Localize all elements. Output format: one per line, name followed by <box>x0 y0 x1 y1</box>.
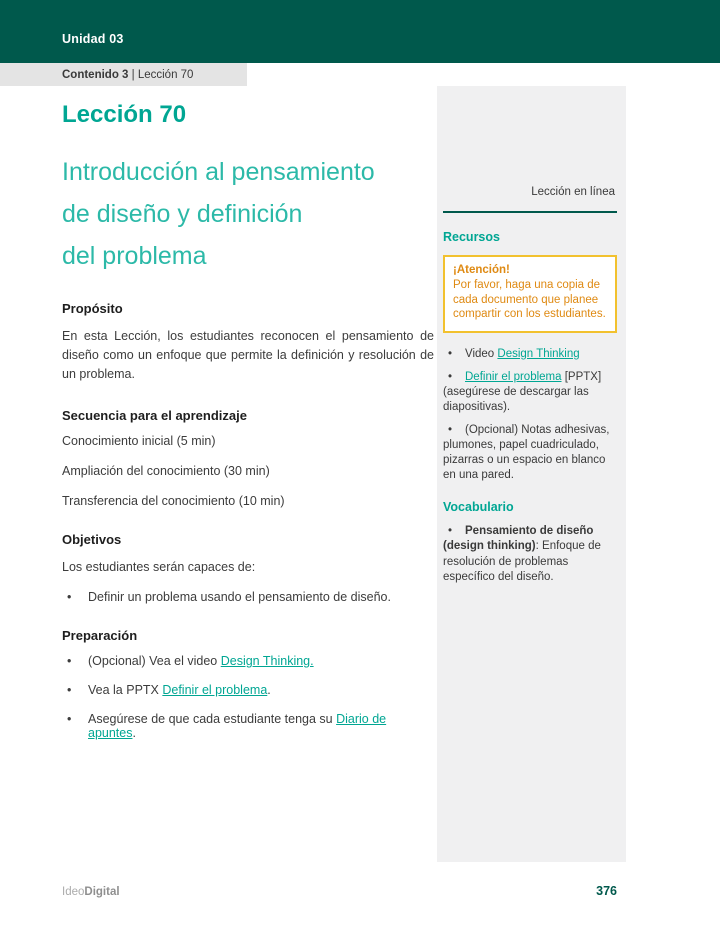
definir-el-problema-pptx-link[interactable]: Definir el problema <box>465 370 562 383</box>
attention-box <box>443 255 617 333</box>
preparacion-bullet <box>62 654 434 668</box>
lesson-title-line1: Introducción al pensamiento <box>62 158 375 186</box>
breadcrumb <box>0 63 247 86</box>
bullet-icon <box>443 370 465 385</box>
proposito-body: En esta Lección, los estudiantes reconocen el pensamiento de diseño como un enfoque que permite la definición y resolución de un problema. <box>62 329 434 381</box>
secuencia-heading: Secuencia para el aprendizaje <box>62 408 247 423</box>
sidebar <box>437 86 626 862</box>
objetivos-heading: Objetivos <box>62 532 122 547</box>
secuencia-item: Transferencia del conocimiento (10 min) <box>62 494 285 508</box>
attention-title: ¡Atención! <box>453 264 510 276</box>
diario-de-apuntes-link[interactable]: Diario de apuntes <box>88 712 387 740</box>
proposito-heading: Propósito <box>62 301 123 316</box>
resource-item <box>443 423 617 483</box>
objetivos-bullet: • Definir un problema usando el pensamiento de diseño. <box>62 590 434 604</box>
sidebar-divider <box>443 211 617 213</box>
brand-logo-regular: Ideo <box>62 886 85 898</box>
definir-el-problema-link[interactable]: Definir el problema <box>162 683 268 697</box>
brand-logo <box>62 886 120 898</box>
attention-body: Por favor, haga una copia de cada documento que planee compartir con los estudiantes. <box>453 279 606 320</box>
secuencia-item: Ampliación del conocimiento (30 min) <box>62 464 270 478</box>
vocabulario-heading: Vocabulario <box>443 499 514 514</box>
main-content <box>62 101 434 755</box>
resource-item <box>443 370 617 415</box>
preparacion-bullet <box>62 712 434 740</box>
preparacion-text: . <box>132 726 136 740</box>
breadcrumb-lesson: | Lección 70 <box>128 68 194 81</box>
preparacion-text: Asegúrese de que cada estudiante tenga su <box>88 712 337 726</box>
resource-text: (Opcional) Notas adhesivas, plumones, papel cuadriculado, pizarras o un espacio en blanco en una pared. <box>443 423 610 481</box>
design-thinking-video-link[interactable]: Design Thinking. <box>220 654 314 668</box>
lesson-mode-label: Lección en línea <box>531 186 615 198</box>
objetivos-intro: Los estudiantes serán capaces de: <box>62 560 256 574</box>
unit-label: Unidad 03 <box>62 32 124 46</box>
preparacion-text: . <box>267 683 271 697</box>
resource-text: Video <box>465 347 498 360</box>
lesson-title-line3: del problema <box>62 242 207 270</box>
lesson-title <box>62 151 434 277</box>
vocab-definition: : Enfoque de resolución de problemas específico del diseño. <box>443 540 601 583</box>
preparacion-bullet <box>62 683 434 697</box>
video-design-thinking-link[interactable]: Design Thinking <box>497 347 580 360</box>
secuencia-item: Conocimiento inicial (5 min) <box>62 434 216 448</box>
resource-item <box>443 347 617 362</box>
recursos-heading: Recursos <box>443 230 500 244</box>
lesson-title-line2: de diseño y definición <box>62 200 303 228</box>
vocabulary-item <box>443 524 617 586</box>
vocab-term: Pensamiento de diseño (design thinking) <box>443 524 594 552</box>
bullet-icon <box>443 347 465 362</box>
page-number: 376 <box>596 884 617 898</box>
breadcrumb-content: Contenido 3 <box>62 68 129 81</box>
preparacion-text: (Opcional) Vea el video <box>88 654 221 668</box>
lesson-number-heading: Lección 70 <box>62 101 187 128</box>
preparacion-heading: Preparación <box>62 628 138 643</box>
resources-list <box>443 347 617 483</box>
brand-logo-bold: Digital <box>84 886 120 898</box>
resource-text: [PPTX] (asegúrese de descargar las diapositivas). <box>443 370 605 413</box>
unit-header-bar <box>0 0 720 63</box>
preparacion-text: Vea la PPTX <box>88 683 163 697</box>
bullet-icon <box>443 423 465 438</box>
bullet-icon <box>443 524 465 540</box>
